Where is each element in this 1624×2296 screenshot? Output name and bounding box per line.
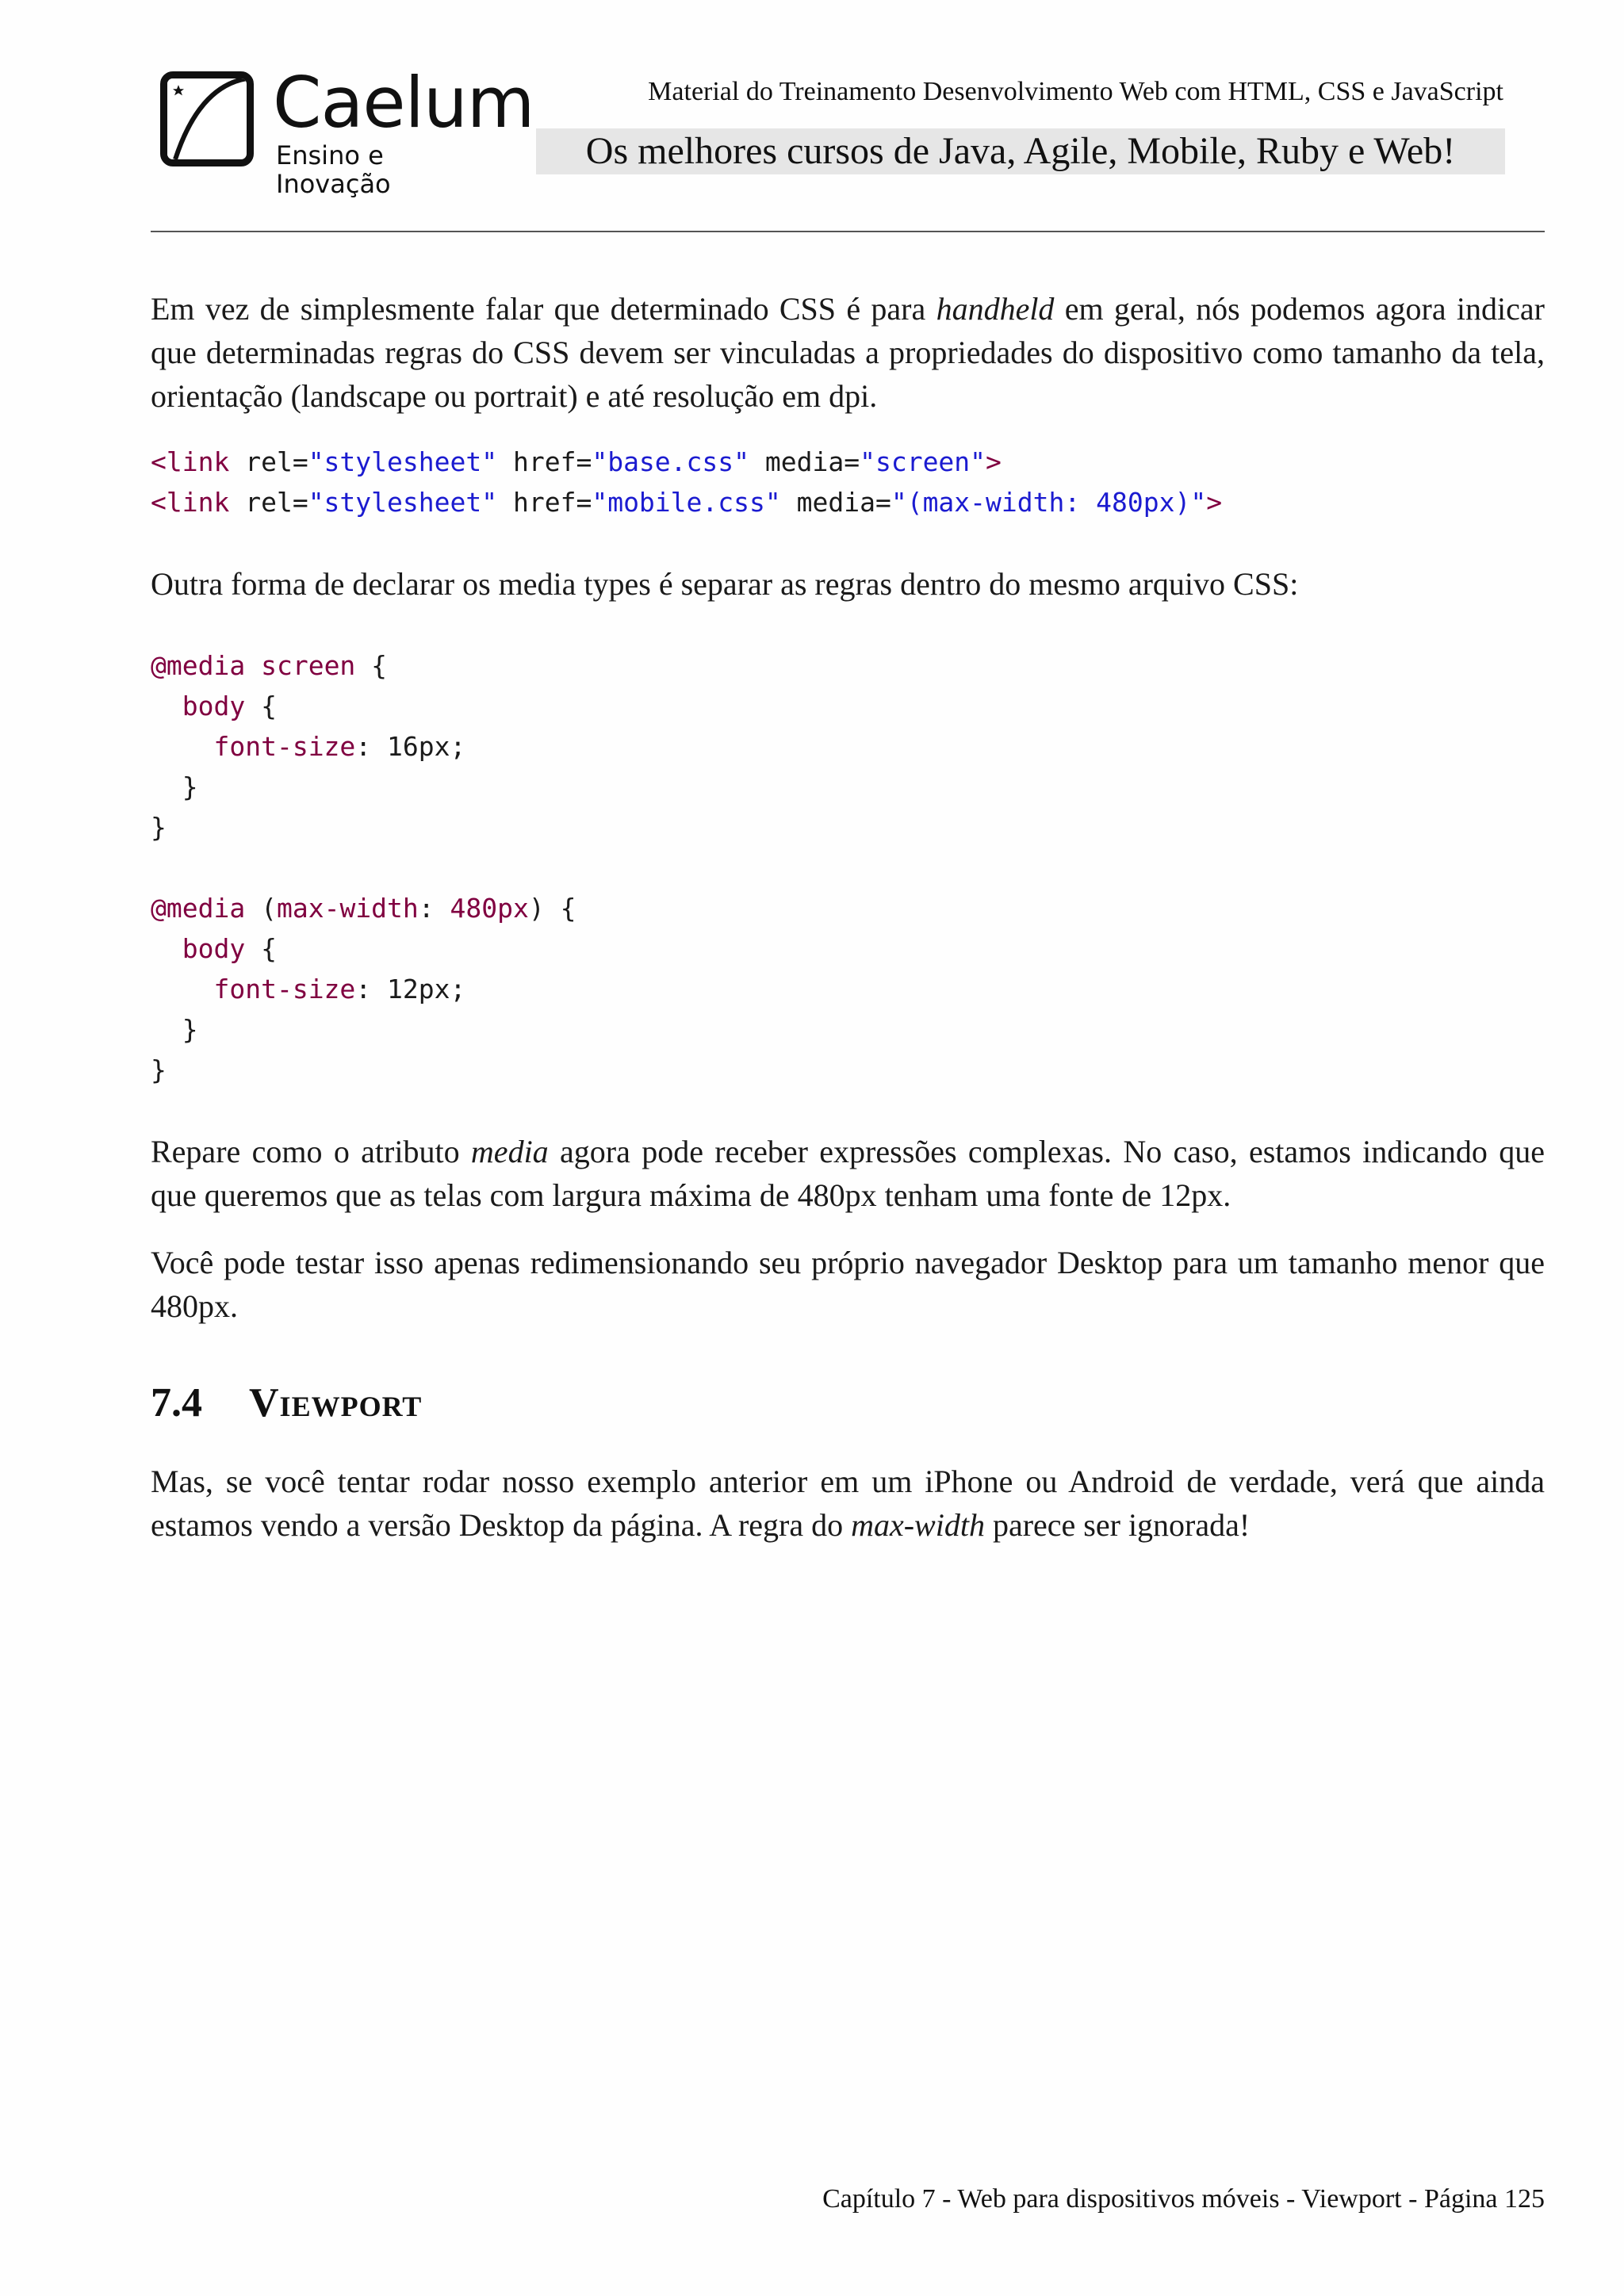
paragraph-test-tip: Você pode testar isso apenas redimensionando seu próprio navegador Desktop para um tamanho menor que 480px.	[151, 1245, 1545, 1324]
page-content	[151, 287, 1545, 1571]
code-line: <link rel="stylesheet" href="mobile.css" media="(max-width: 480px)">	[151, 487, 1223, 518]
page-header	[0, 0, 1624, 238]
logo-name: Caelum	[273, 62, 534, 144]
logo-tagline: Ensino e Inovação	[276, 140, 391, 199]
emphasis: max-width	[851, 1507, 985, 1543]
section-number: 7.4	[151, 1380, 202, 1425]
paragraph-intro	[151, 287, 1545, 418]
logo-mark-icon	[160, 71, 254, 166]
slogan-band: Os melhores cursos de Java, Agile, Mobile, Ruby e Web!	[536, 128, 1505, 174]
text: Repare como o atributo	[151, 1134, 471, 1169]
page-footer: Capítulo 7 - Web para dispositivos móveis - Viewport - Página 125	[822, 2184, 1545, 2214]
text: parece ser ignorada!	[984, 1507, 1251, 1543]
emphasis: handheld	[936, 291, 1055, 327]
code-line: <link rel="stylesheet" href="base.css" media="screen">	[151, 446, 1002, 477]
code-block-media-queries: @media screen { body { font-size: 16px; } } @media (max-width: 480px) { body { font-size: 12px; } }	[151, 650, 576, 1085]
paragraph-media-types: Outra forma de declarar os media types é separar as regras dentro do mesmo arquivo CSS:	[151, 566, 1299, 602]
section-heading	[151, 1376, 1545, 1431]
text: Em vez de simplesmente falar que determinado CSS é para	[151, 291, 936, 327]
training-material-title: Material do Treinamento Desenvolvimento Web com HTML, CSS e JavaScript	[648, 77, 1503, 106]
caelum-logo	[155, 62, 534, 199]
code-block-link-tags	[151, 442, 1545, 522]
section-title: Viewport	[249, 1380, 423, 1425]
paragraph-media-attribute	[151, 1130, 1545, 1217]
text: em geral, nós podemos agora indicar que determinadas regras do CSS devem ser vinculadas a propriedades do dispositivo como tamanho da tela, orientação (landscape ou portrait) e até resolução em dpi.	[151, 291, 1545, 414]
text: Mas, se você tentar rodar nosso exemplo anterior em um iPhone ou Android de verdade, verá que ainda estamos vendo a versão Desktop da página. A regra do	[151, 1464, 1545, 1543]
text: agora pode receber expressões complexas. No caso, estamos indicando que que queremos que as telas com largura máxima de 480px tenham uma fonte de 12px.	[151, 1134, 1545, 1213]
emphasis: media	[470, 1134, 549, 1169]
paragraph-viewport-intro	[151, 1460, 1545, 1547]
header-divider	[151, 231, 1545, 232]
